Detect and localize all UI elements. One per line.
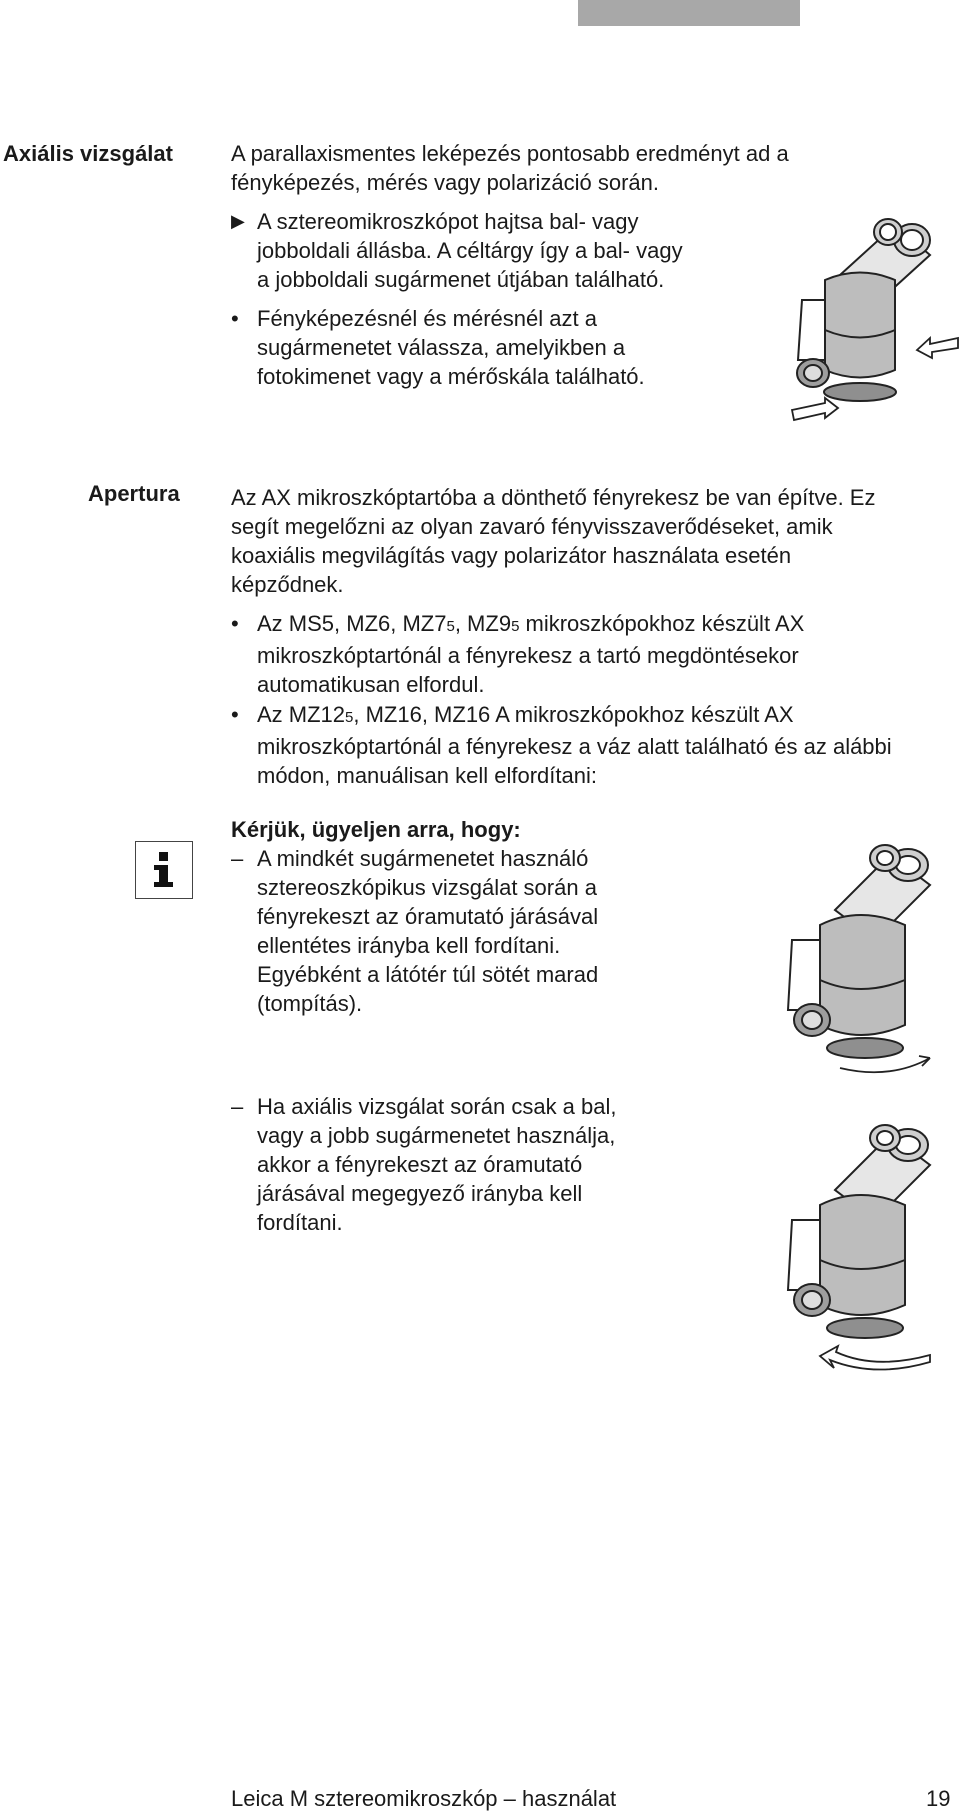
section-label-axial: Axiális vizsgálat: [3, 141, 173, 166]
aperture-intro: Az AX mikroszkóptartóba a dönthető fényrekesz be van építve. Ez segít megelőzni az olyan zavaró fényvisszaverődéseket, amik koaxiális megvilágítás vagy polarizátor használata esetén képződnek.: [231, 485, 876, 597]
note-item-1: [231, 844, 661, 1018]
step-arrow-icon: ▶: [231, 211, 245, 231]
aperture-bullet-1-b: , MZ9: [454, 611, 512, 636]
aperture-bullet-1-a: Az MS5, MZ6, MZ7: [257, 611, 447, 636]
axial-step-text: A sztereomikroszkópot hajtsa bal- vagy jobboldali állásba. A céltárgy így a bal- vagy a jobboldali sugármenet útjában található.: [257, 209, 683, 292]
aperture-bullet-1: [231, 609, 911, 699]
note-item-1-text: A mindkét sugármenetet használó sztereoszkópikus vizsgálat során a fényrekeszt az óramutató járásával ellentétes irányba kell fordítani. Egyébként a látótér túl sötét marad (tompítás).: [257, 846, 599, 1016]
dash-marker: –: [231, 1094, 244, 1119]
page-tab-marker: [578, 0, 800, 26]
bullet-icon: •: [231, 306, 239, 331]
axial-bullet: [231, 304, 697, 391]
bullet-icon: •: [231, 702, 239, 727]
note-item-2: [231, 1092, 661, 1237]
info-icon: [135, 841, 193, 899]
microscope-aperture-ccw-figure: [780, 830, 960, 1090]
axial-intro: A parallaxismentes leképezés pontosabb eredményt ad a fényképezés, mérés vagy polarizáció során.: [231, 141, 789, 195]
section-label-aperture: Apertura: [88, 481, 180, 506]
axial-section-text: [231, 139, 871, 391]
note-block-2: [231, 1092, 661, 1237]
note-heading: Kérjük, ügyeljen arra, hogy:: [231, 817, 521, 842]
page-number: 19: [926, 1786, 951, 1811]
aperture-bullet-2-a: Az MZ12: [257, 702, 346, 727]
aperture-bullet-1-c: mikroszkópokhoz készült AX mikroszkóptartónál a fényrekesz a tartó megdöntésekor automatikusan elfordul.: [257, 611, 805, 697]
microscope-tilt-figure: [780, 210, 960, 440]
bullet-icon: •: [231, 611, 239, 636]
aperture-bullet-2-sub1: 5: [345, 709, 354, 726]
axial-step: [231, 207, 697, 294]
aperture-bullet-2: [231, 700, 897, 790]
aperture-bullet-2-b: , MZ16, MZ16 A mikroszkópokhoz készült AX mikroszkóptartónál a fényrekesz a váz alatt található és az alábbi módon, manuálisan kell elfordítani:: [257, 702, 892, 788]
aperture-section-text: [231, 483, 911, 790]
microscope-aperture-cw-figure: [780, 1110, 960, 1380]
dash-marker: –: [231, 846, 244, 871]
aperture-bullet-1-sub2: 5: [511, 618, 520, 635]
note-item-2-text: Ha axiális vizsgálat során csak a bal, vagy a jobb sugármenetet használja, akkor a fényrekeszt az óramutató járásával megegyező irányba kell fordítani.: [257, 1094, 617, 1235]
aperture-bullet-1-sub1: 5: [446, 618, 455, 635]
note-block: [231, 815, 661, 1018]
axial-bullet-text: Fényképezésnél és mérésnél azt a sugármenetet válassza, amelyikben a fotokimenet vagy a mérőskála található.: [257, 306, 645, 389]
footer-title: Leica M sztereomikroszkóp – használat: [231, 1786, 617, 1811]
